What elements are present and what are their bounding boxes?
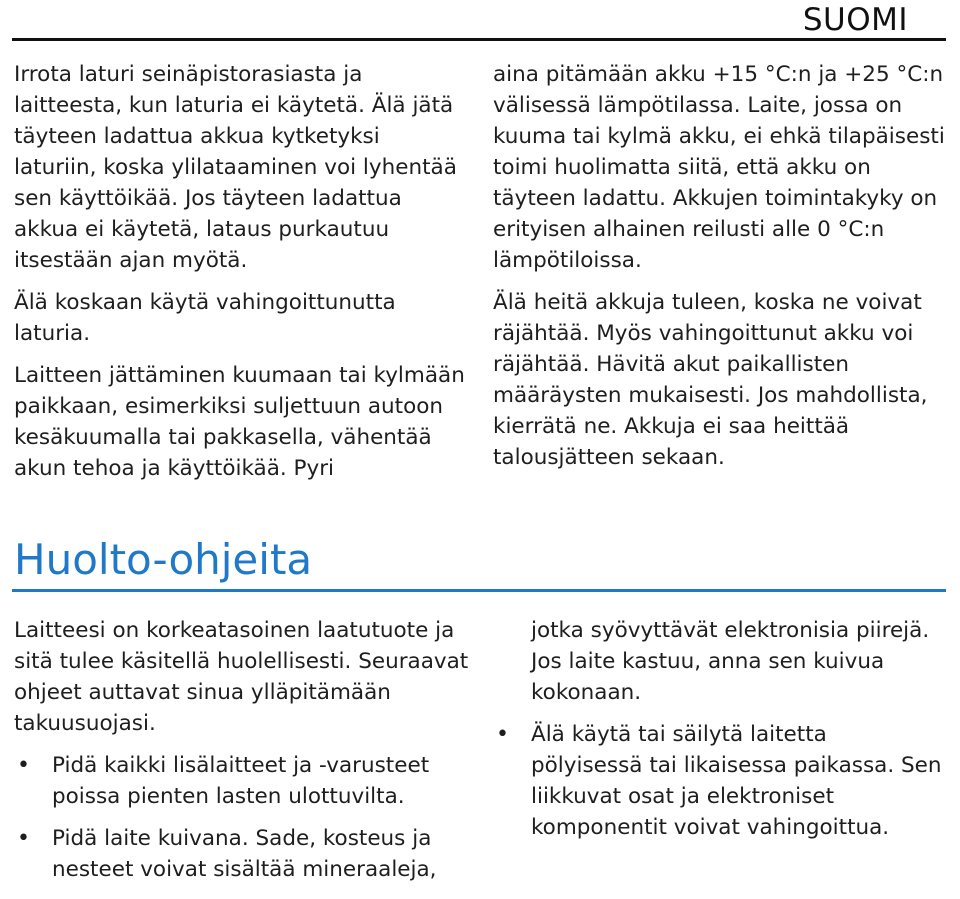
list-item (14, 823, 474, 885)
bullet-continuation: jotka syövyttävät elektronisia piirejä. Jos laite kastuu, anna sen kuivua kokonaan. (531, 618, 930, 705)
intro-paragraph: Laitteesi on korkeatasoinen laatutuote ja sitä tulee käsitellä huolellisesti. Seuraavat ohjeet auttavat sinua ylläpitämään takuusuojasi. (14, 618, 469, 736)
list-item (493, 719, 945, 843)
section-title: Huolto-ohjeita (14, 535, 313, 584)
top-right-column (493, 59, 945, 484)
language-label: SUOMI (802, 2, 908, 38)
paragraph-temperature: Laitteen jättäminen kuumaan tai kylmään paikkaan, esimerkiksi suljettuun autoon kesäkuumalla tai pakkasella, vähentää akun tehoa ja käyttöikää. Pyri (14, 363, 465, 481)
bullet-text: Pidä kaikki lisälaitteet ja -varusteet poissa pienten lasten ulottuvilta. (52, 753, 430, 809)
top-left-column (14, 59, 466, 495)
paragraph-damaged-charger: Älä koskaan käytä vahingoittunutta laturia. (14, 290, 396, 346)
bottom-right-column (493, 615, 945, 854)
care-bullet-list-continued (493, 719, 945, 843)
bottom-left-column (14, 615, 474, 896)
paragraph-temperature-range: aina pitämään akku +15 °C:n ja +25 °C:n välisessä lämpötilassa. Laite, jossa on kuuma tai kylmä akku, ei ehkä tilapäisesti toimi huolimatta siitä, että akku on täyteen ladattu. Akkujen toimintakyky on erityisen alhainen reilusti alle 0 °C:n lämpötiloissa. (493, 62, 945, 273)
header-divider (12, 38, 946, 41)
list-item (14, 750, 474, 812)
bullet-icon: • (17, 826, 30, 851)
bullet-text: Pidä laite kuivana. Sade, kosteus ja nesteet voivat sisältää mineraaleja, (52, 826, 437, 882)
bullet-text: Älä käytä tai säilytä laitetta pölyisessä tai likaisessa paikassa. Sen liikkuvat osat ja elektroniset komponentit voivat vahingoittua. (531, 722, 942, 840)
bullet-icon: • (496, 722, 509, 747)
section-divider (12, 589, 946, 592)
paragraph-charger-unplug: Irrota laturi seinäpistorasiasta ja laitteesta, kun laturia ei käytetä. Älä jätä täyteen ladattua akkua kytketyksi laturiin, koska ylilataaminen voi lyhentää sen käyttöikää. Jos täyteen ladattua akkua ei käytetä, lataus purkautuu itsestään ajan myötä. (14, 62, 457, 273)
bullet-icon: • (17, 753, 30, 778)
care-bullet-list (14, 750, 474, 885)
paragraph-battery-disposal: Älä heitä akkuja tuleen, koska ne voivat räjähtää. Myös vahingoittunut akku voi räjähtää. Hävitä akut paikallisten määräysten mukaisesti. Jos mahdollista, kierrätä ne. Akkuja ei saa heittää talousjätteen sekaan. (493, 290, 928, 470)
